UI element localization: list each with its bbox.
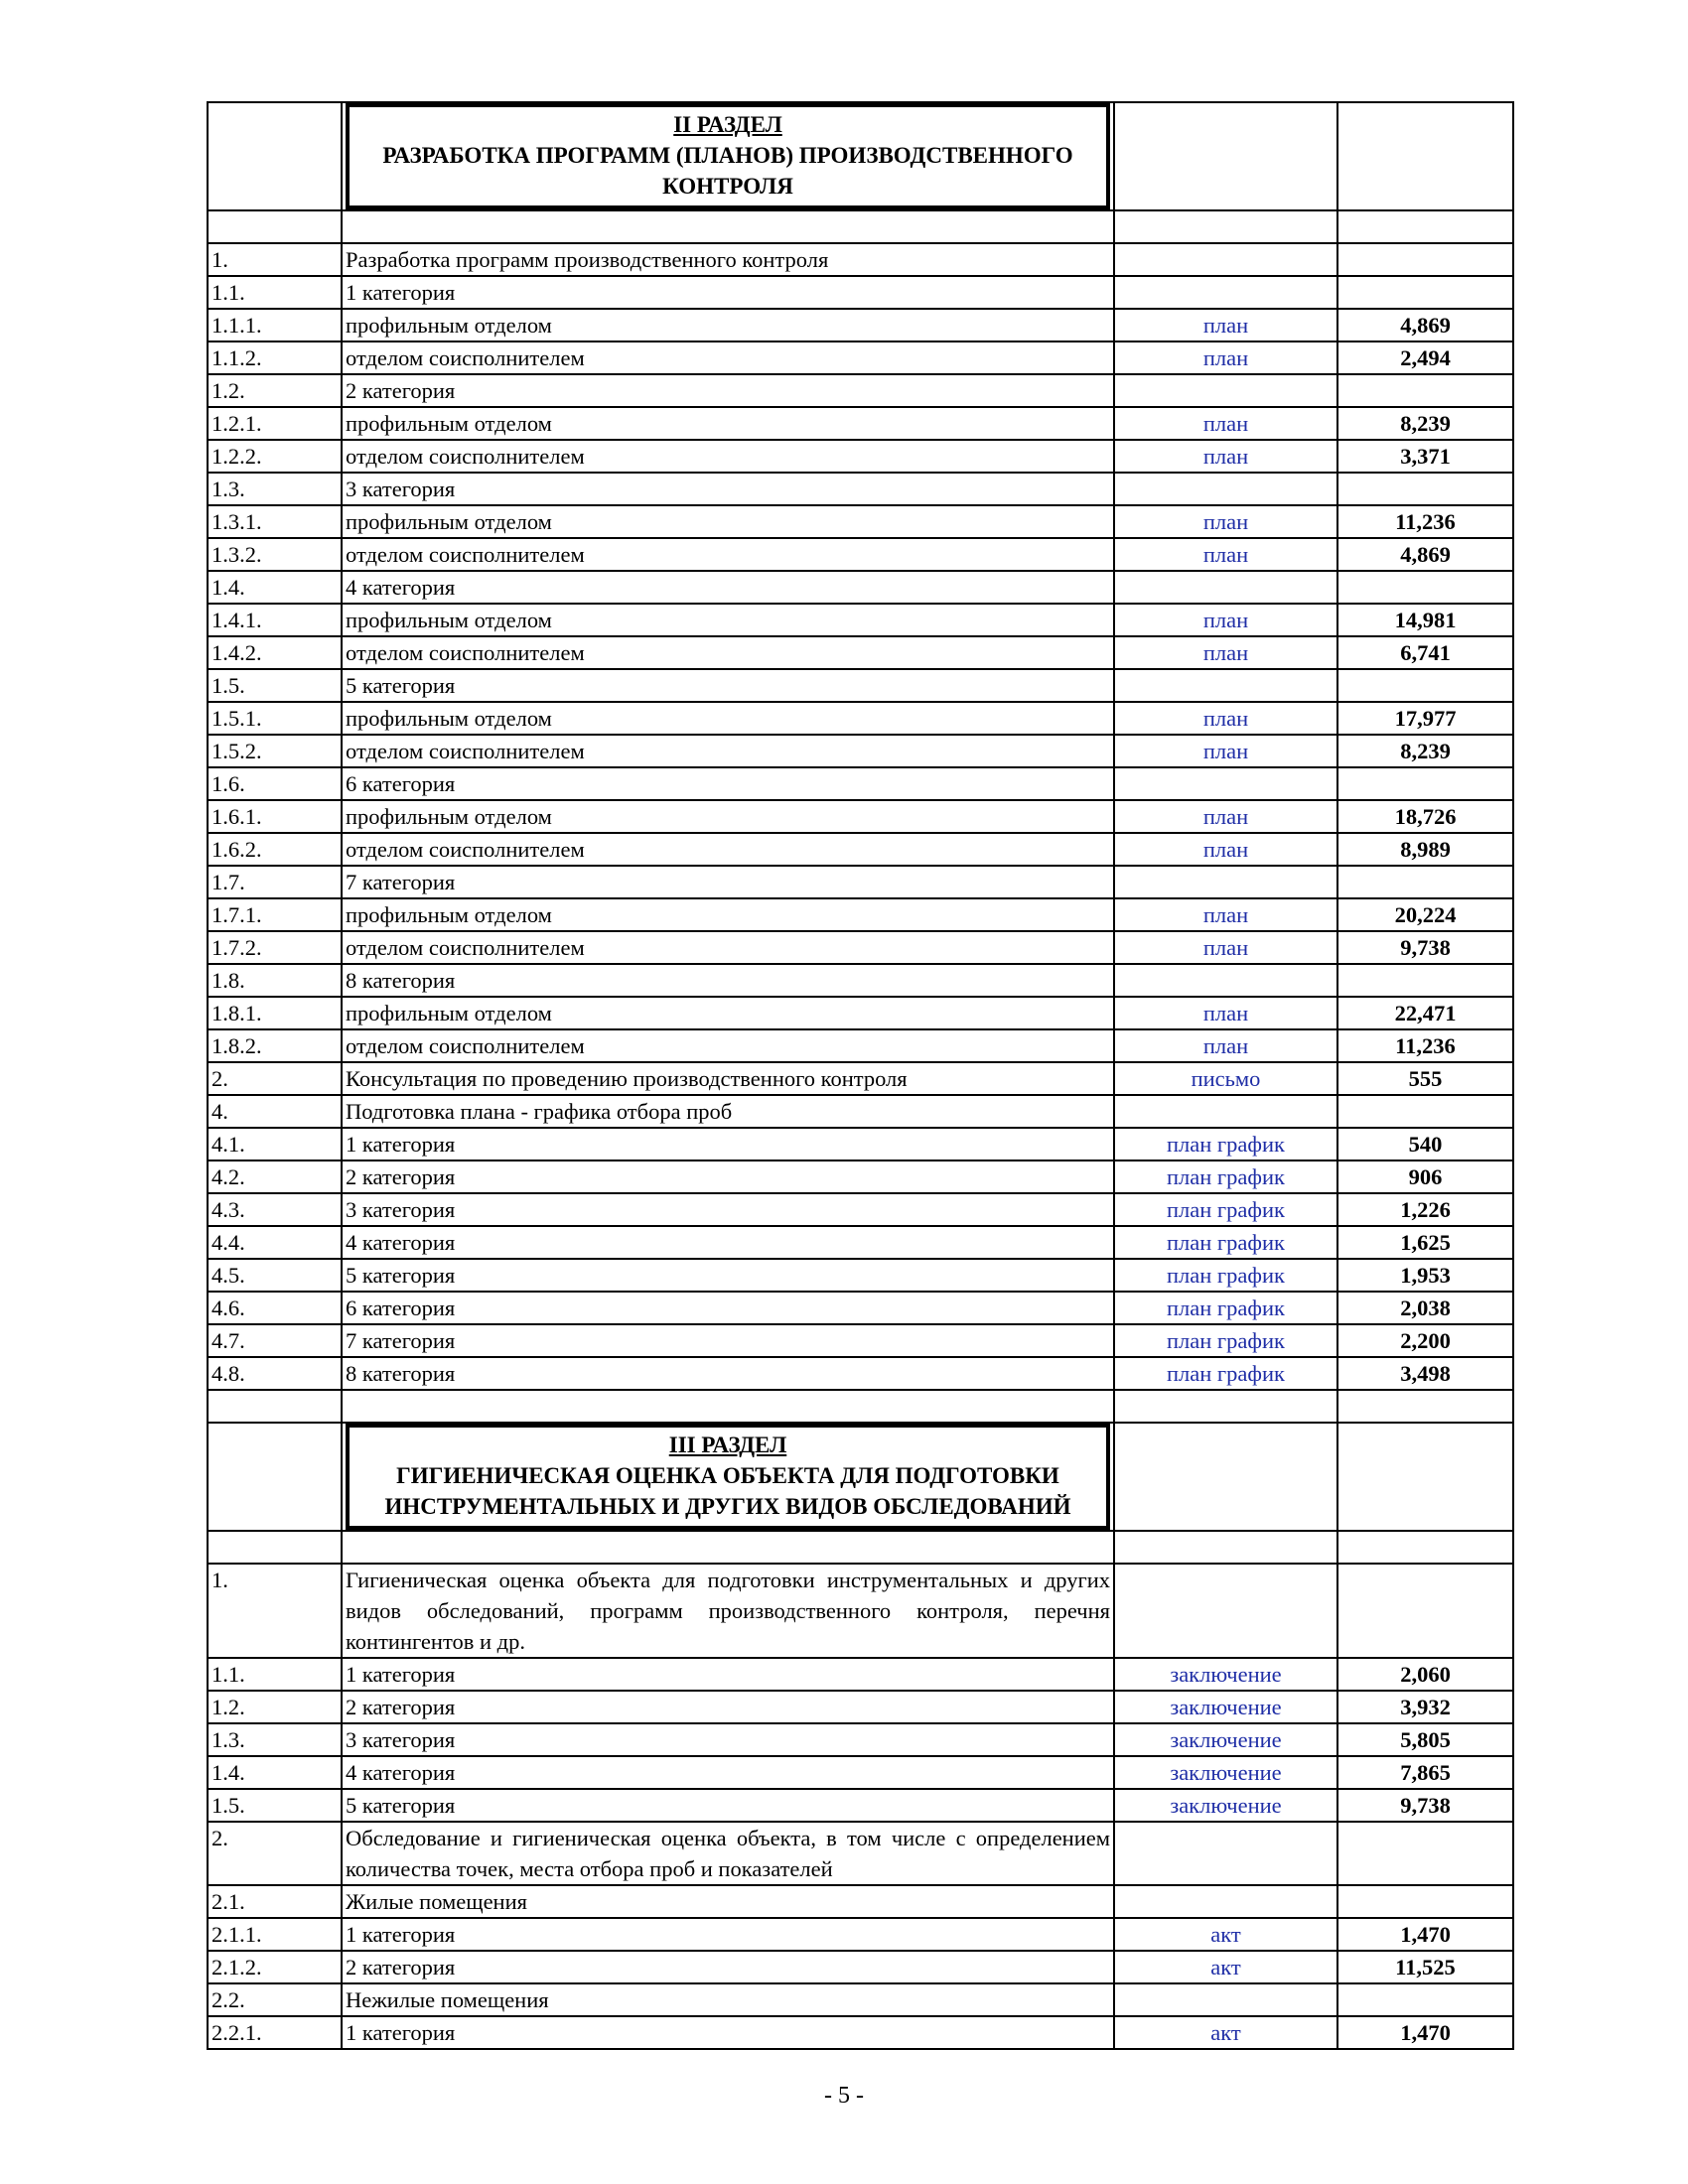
item-number: 4.8. xyxy=(208,1357,342,1390)
section-title: РАЗРАБОТКА ПРОГРАММ (ПЛАНОВ) ПРОИЗВОДСТВЕННОГО КОНТРОЛЯ xyxy=(382,143,1073,199)
spacer-row xyxy=(208,1390,1513,1423)
table-row xyxy=(208,636,1513,669)
section-number: III РАЗДЕЛ xyxy=(668,1433,787,1457)
item-number: 2. xyxy=(208,1822,342,1885)
item-unit: план xyxy=(1114,636,1337,669)
table-body xyxy=(208,102,1513,2049)
table-row xyxy=(208,1951,1513,1983)
item-unit: план график xyxy=(1114,1193,1337,1226)
item-unit: план график xyxy=(1114,1357,1337,1390)
item-unit xyxy=(1114,1822,1337,1885)
item-name: отделом соисполнителем xyxy=(342,636,1114,669)
item-number: 1.5.2. xyxy=(208,735,342,767)
item-number: 1.1. xyxy=(208,1658,342,1691)
table-row xyxy=(208,1918,1513,1951)
item-name: 1 категория xyxy=(342,1658,1114,1691)
table-row xyxy=(208,931,1513,964)
item-unit xyxy=(1114,669,1337,702)
item-price xyxy=(1337,767,1513,800)
item-number: 1.2. xyxy=(208,374,342,407)
item-name: 2 категория xyxy=(342,374,1114,407)
item-price: 1,470 xyxy=(1337,2016,1513,2049)
item-unit: заключение xyxy=(1114,1789,1337,1822)
table-row xyxy=(208,1822,1513,1885)
table-row xyxy=(208,833,1513,866)
item-name: 4 категория xyxy=(342,1226,1114,1259)
item-unit: план xyxy=(1114,800,1337,833)
item-name: 1 категория xyxy=(342,1918,1114,1951)
item-name: профильным отделом xyxy=(342,702,1114,735)
header-value-cell xyxy=(1337,102,1513,210)
item-name: 7 категория xyxy=(342,866,1114,898)
item-price: 1,953 xyxy=(1337,1259,1513,1292)
item-price xyxy=(1337,1390,1513,1423)
table-row xyxy=(208,964,1513,997)
item-price xyxy=(1337,1095,1513,1128)
table-row xyxy=(208,1756,1513,1789)
table-row xyxy=(208,1564,1513,1658)
table-row xyxy=(208,702,1513,735)
item-price: 4,869 xyxy=(1337,538,1513,571)
item-number: 4.1. xyxy=(208,1128,342,1160)
item-price: 1,625 xyxy=(1337,1226,1513,1259)
item-name: 7 категория xyxy=(342,1324,1114,1357)
item-unit: план график xyxy=(1114,1226,1337,1259)
item-name: 3 категория xyxy=(342,473,1114,505)
item-name: 1 категория xyxy=(342,2016,1114,2049)
item-unit: план xyxy=(1114,604,1337,636)
table-row xyxy=(208,505,1513,538)
item-unit: заключение xyxy=(1114,1658,1337,1691)
item-number: 4.4. xyxy=(208,1226,342,1259)
item-price: 3,371 xyxy=(1337,440,1513,473)
item-price: 17,977 xyxy=(1337,702,1513,735)
section-number: II РАЗДЕЛ xyxy=(673,112,782,137)
item-number: 2.2.1. xyxy=(208,2016,342,2049)
item-number: 1.3.2. xyxy=(208,538,342,571)
item-unit: план график xyxy=(1114,1160,1337,1193)
item-number: 1.2.1. xyxy=(208,407,342,440)
item-number: 1.2.2. xyxy=(208,440,342,473)
spacer-row xyxy=(208,210,1513,243)
item-unit xyxy=(1114,1983,1337,2016)
item-name xyxy=(342,1531,1114,1564)
item-price: 9,738 xyxy=(1337,931,1513,964)
table-row xyxy=(208,1691,1513,1723)
item-unit xyxy=(1114,1531,1337,1564)
table-row xyxy=(208,276,1513,309)
item-name: профильным отделом xyxy=(342,800,1114,833)
item-number: 1.4.1. xyxy=(208,604,342,636)
item-name: 8 категория xyxy=(342,964,1114,997)
table-row xyxy=(208,538,1513,571)
item-number: 1.2. xyxy=(208,1691,342,1723)
item-name: 2 категория xyxy=(342,1160,1114,1193)
item-price xyxy=(1337,473,1513,505)
item-name: профильным отделом xyxy=(342,604,1114,636)
header-unit-cell xyxy=(1114,102,1337,210)
table-row xyxy=(208,309,1513,341)
item-number: 1.1.1. xyxy=(208,309,342,341)
item-number: 1.4. xyxy=(208,1756,342,1789)
item-number: 1.4. xyxy=(208,571,342,604)
item-price xyxy=(1337,1885,1513,1918)
item-number: 1.5.1. xyxy=(208,702,342,735)
header-unit-cell xyxy=(1114,1423,1337,1531)
item-name: 1 категория xyxy=(342,276,1114,309)
item-name: профильным отделом xyxy=(342,997,1114,1029)
item-unit: план график xyxy=(1114,1324,1337,1357)
item-unit xyxy=(1114,964,1337,997)
item-name: Жилые помещения xyxy=(342,1885,1114,1918)
item-name: Нежилые помещения xyxy=(342,1983,1114,2016)
item-unit: план график xyxy=(1114,1259,1337,1292)
table-row xyxy=(208,571,1513,604)
item-number: 1.5. xyxy=(208,669,342,702)
item-unit xyxy=(1114,473,1337,505)
section-title: ГИГИЕНИЧЕСКАЯ ОЦЕНКА ОБЪЕКТА ДЛЯ ПОДГОТОВКИ ИНСТРУМЕНТАЛЬНЫХ И ДРУГИХ ВИДОВ ОБСЛЕДОВАНИЙ xyxy=(384,1463,1071,1519)
item-number: 1.6. xyxy=(208,767,342,800)
item-name: 1 категория xyxy=(342,1128,1114,1160)
table-row xyxy=(208,1128,1513,1160)
item-name: 4 категория xyxy=(342,1756,1114,1789)
item-unit: план xyxy=(1114,505,1337,538)
item-name: профильным отделом xyxy=(342,309,1114,341)
item-unit: заключение xyxy=(1114,1723,1337,1756)
table-row xyxy=(208,1259,1513,1292)
item-unit: план xyxy=(1114,833,1337,866)
item-number xyxy=(208,210,342,243)
item-unit xyxy=(1114,243,1337,276)
item-price: 2,200 xyxy=(1337,1324,1513,1357)
item-price: 5,805 xyxy=(1337,1723,1513,1756)
item-unit xyxy=(1114,866,1337,898)
table-row xyxy=(208,1292,1513,1324)
item-unit: план xyxy=(1114,931,1337,964)
item-unit: план xyxy=(1114,538,1337,571)
table-row xyxy=(208,866,1513,898)
item-number: 4. xyxy=(208,1095,342,1128)
item-price: 2,038 xyxy=(1337,1292,1513,1324)
table-row xyxy=(208,1062,1513,1095)
item-price: 2,060 xyxy=(1337,1658,1513,1691)
item-name: Гигиеническая оценка объекта для подготовки инструментальных и других видов обследований, программ производственного контроля, перечня контингентов и др. xyxy=(342,1564,1114,1658)
item-number: 1.3.1. xyxy=(208,505,342,538)
item-number: 1.1.2. xyxy=(208,341,342,374)
table-row xyxy=(208,898,1513,931)
item-number: 1.8.1. xyxy=(208,997,342,1029)
item-name xyxy=(342,210,1114,243)
item-number: 1.7.1. xyxy=(208,898,342,931)
item-unit: заключение xyxy=(1114,1691,1337,1723)
item-name: отделом соисполнителем xyxy=(342,931,1114,964)
item-unit: план xyxy=(1114,309,1337,341)
item-number: 2. xyxy=(208,1062,342,1095)
table-row xyxy=(208,1160,1513,1193)
table-row xyxy=(208,2016,1513,2049)
item-unit xyxy=(1114,276,1337,309)
item-name: отделом соисполнителем xyxy=(342,1029,1114,1062)
item-price xyxy=(1337,571,1513,604)
spacer-row xyxy=(208,1531,1513,1564)
item-unit: план xyxy=(1114,407,1337,440)
item-unit xyxy=(1114,1564,1337,1658)
item-number: 1.3. xyxy=(208,1723,342,1756)
item-price: 9,738 xyxy=(1337,1789,1513,1822)
item-price: 11,236 xyxy=(1337,505,1513,538)
item-name: 5 категория xyxy=(342,1789,1114,1822)
services-price-table xyxy=(207,101,1514,2050)
item-name: 2 категория xyxy=(342,1691,1114,1723)
item-price xyxy=(1337,669,1513,702)
table-row xyxy=(208,1885,1513,1918)
item-number: 4.5. xyxy=(208,1259,342,1292)
table-row xyxy=(208,735,1513,767)
item-name: 8 категория xyxy=(342,1357,1114,1390)
item-number: 1.1. xyxy=(208,276,342,309)
item-number: 1. xyxy=(208,1564,342,1658)
item-price: 2,494 xyxy=(1337,341,1513,374)
item-name: 5 категория xyxy=(342,1259,1114,1292)
item-price: 8,239 xyxy=(1337,735,1513,767)
section-header-row xyxy=(208,102,1513,210)
item-price: 555 xyxy=(1337,1062,1513,1095)
table-row xyxy=(208,1357,1513,1390)
item-unit: план xyxy=(1114,341,1337,374)
table-row xyxy=(208,1193,1513,1226)
item-unit xyxy=(1114,767,1337,800)
page-number: - 5 - xyxy=(824,2083,864,2109)
item-price xyxy=(1337,964,1513,997)
table-row xyxy=(208,1095,1513,1128)
item-price: 1,470 xyxy=(1337,1918,1513,1951)
item-name: профильным отделом xyxy=(342,898,1114,931)
item-unit: план xyxy=(1114,440,1337,473)
item-name: отделом соисполнителем xyxy=(342,538,1114,571)
item-name: Разработка программ производственного контроля xyxy=(342,243,1114,276)
item-price xyxy=(1337,276,1513,309)
item-price: 8,239 xyxy=(1337,407,1513,440)
item-number: 1.8. xyxy=(208,964,342,997)
item-unit: заключение xyxy=(1114,1756,1337,1789)
item-price: 3,932 xyxy=(1337,1691,1513,1723)
item-name: отделом соисполнителем xyxy=(342,833,1114,866)
section-heading-cell xyxy=(342,102,1114,210)
item-price: 18,726 xyxy=(1337,800,1513,833)
item-unit: письмо xyxy=(1114,1062,1337,1095)
item-price xyxy=(1337,210,1513,243)
item-number: 1.4.2. xyxy=(208,636,342,669)
header-num-cell xyxy=(208,1423,342,1531)
item-number: 1.7. xyxy=(208,866,342,898)
item-number: 2.1.1. xyxy=(208,1918,342,1951)
item-number: 2.2. xyxy=(208,1983,342,2016)
item-number: 2.1.2. xyxy=(208,1951,342,1983)
item-name: 6 категория xyxy=(342,1292,1114,1324)
item-price: 1,226 xyxy=(1337,1193,1513,1226)
item-unit: план xyxy=(1114,1029,1337,1062)
item-number: 2.1. xyxy=(208,1885,342,1918)
item-price xyxy=(1337,866,1513,898)
item-name: 6 категория xyxy=(342,767,1114,800)
table-row xyxy=(208,997,1513,1029)
item-price: 540 xyxy=(1337,1128,1513,1160)
table-row xyxy=(208,1789,1513,1822)
section-heading-box xyxy=(346,103,1110,209)
item-number: 1.7.2. xyxy=(208,931,342,964)
table-row xyxy=(208,473,1513,505)
table-row xyxy=(208,407,1513,440)
table-row xyxy=(208,1723,1513,1756)
item-price: 6,741 xyxy=(1337,636,1513,669)
section-heading-box xyxy=(346,1424,1110,1530)
item-name: Обследование и гигиеническая оценка объекта, в том числе с определением количества точек, места отбора проб и показателей xyxy=(342,1822,1114,1885)
header-num-cell xyxy=(208,102,342,210)
item-price: 906 xyxy=(1337,1160,1513,1193)
table-row xyxy=(208,1983,1513,2016)
table-row xyxy=(208,800,1513,833)
item-name xyxy=(342,1390,1114,1423)
item-unit xyxy=(1114,374,1337,407)
item-price: 8,989 xyxy=(1337,833,1513,866)
item-name: 3 категория xyxy=(342,1193,1114,1226)
item-number: 1. xyxy=(208,243,342,276)
item-number: 1.6.2. xyxy=(208,833,342,866)
item-price xyxy=(1337,1531,1513,1564)
item-name: профильным отделом xyxy=(342,505,1114,538)
item-number: 1.8.2. xyxy=(208,1029,342,1062)
table-row xyxy=(208,341,1513,374)
header-value-cell xyxy=(1337,1423,1513,1531)
item-name: 2 категория xyxy=(342,1951,1114,1983)
item-unit: план xyxy=(1114,702,1337,735)
item-name: Подготовка плана - графика отбора проб xyxy=(342,1095,1114,1128)
item-unit: план xyxy=(1114,735,1337,767)
section-heading-cell xyxy=(342,1423,1114,1531)
table-row xyxy=(208,1658,1513,1691)
table-row xyxy=(208,374,1513,407)
item-number: 4.2. xyxy=(208,1160,342,1193)
item-unit xyxy=(1114,1885,1337,1918)
table-row xyxy=(208,1226,1513,1259)
item-number: 4.3. xyxy=(208,1193,342,1226)
item-price xyxy=(1337,243,1513,276)
item-unit: план xyxy=(1114,997,1337,1029)
item-price xyxy=(1337,1564,1513,1658)
item-name: отделом соисполнителем xyxy=(342,735,1114,767)
item-name: 3 категория xyxy=(342,1723,1114,1756)
item-price: 7,865 xyxy=(1337,1756,1513,1789)
table-row xyxy=(208,243,1513,276)
item-price: 11,236 xyxy=(1337,1029,1513,1062)
item-number: 1.6.1. xyxy=(208,800,342,833)
item-price: 3,498 xyxy=(1337,1357,1513,1390)
item-number: 4.6. xyxy=(208,1292,342,1324)
item-unit xyxy=(1114,210,1337,243)
item-unit: акт xyxy=(1114,2016,1337,2049)
table-row xyxy=(208,767,1513,800)
item-price: 20,224 xyxy=(1337,898,1513,931)
item-price xyxy=(1337,374,1513,407)
section-header-row xyxy=(208,1423,1513,1531)
item-number xyxy=(208,1531,342,1564)
table-row xyxy=(208,1324,1513,1357)
item-unit xyxy=(1114,1095,1337,1128)
item-unit: план xyxy=(1114,898,1337,931)
item-price: 14,981 xyxy=(1337,604,1513,636)
item-number: 1.5. xyxy=(208,1789,342,1822)
item-name: отделом соисполнителем xyxy=(342,341,1114,374)
table-row xyxy=(208,1029,1513,1062)
item-unit: план график xyxy=(1114,1292,1337,1324)
item-number: 1.3. xyxy=(208,473,342,505)
item-number: 4.7. xyxy=(208,1324,342,1357)
item-unit: акт xyxy=(1114,1918,1337,1951)
item-unit: план график xyxy=(1114,1128,1337,1160)
item-name: 4 категория xyxy=(342,571,1114,604)
item-price: 22,471 xyxy=(1337,997,1513,1029)
table-row xyxy=(208,669,1513,702)
item-unit xyxy=(1114,571,1337,604)
item-name: профильным отделом xyxy=(342,407,1114,440)
table-row xyxy=(208,440,1513,473)
item-number xyxy=(208,1390,342,1423)
item-name: 5 категория xyxy=(342,669,1114,702)
item-price xyxy=(1337,1983,1513,2016)
item-name: Консультация по проведению производственного контроля xyxy=(342,1062,1114,1095)
item-price: 11,525 xyxy=(1337,1951,1513,1983)
item-unit: акт xyxy=(1114,1951,1337,1983)
item-unit xyxy=(1114,1390,1337,1423)
item-price: 4,869 xyxy=(1337,309,1513,341)
table-row xyxy=(208,604,1513,636)
item-price xyxy=(1337,1822,1513,1885)
item-name: отделом соисполнителем xyxy=(342,440,1114,473)
